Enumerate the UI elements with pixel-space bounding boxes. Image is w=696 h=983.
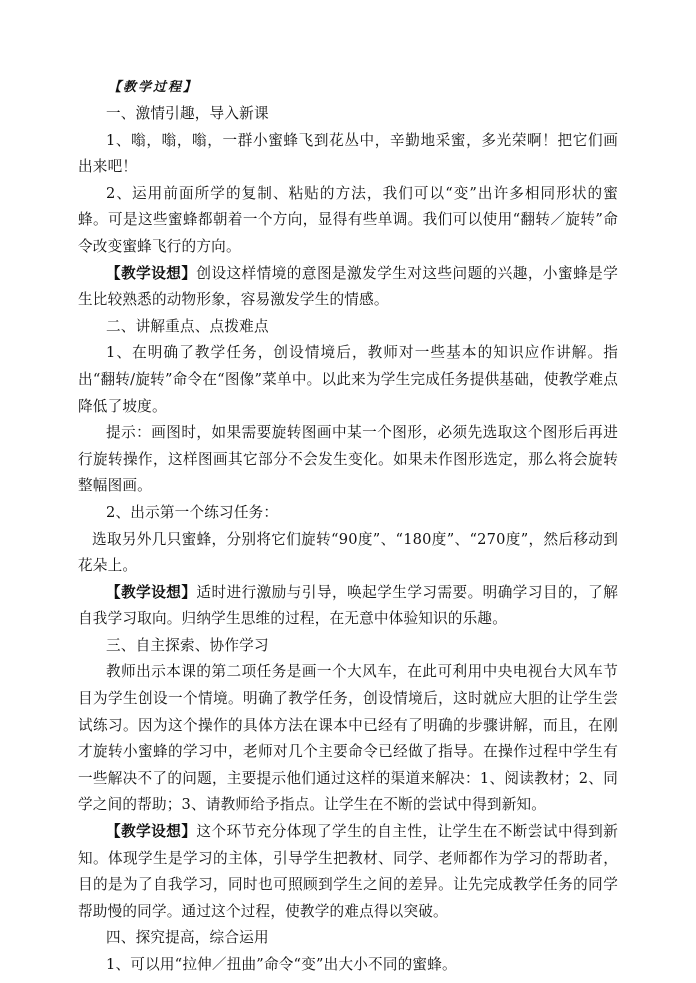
design-note-text: 这个环节充分体现了学生的自主性，让学生在不断尝试中得到新知。体现学生是学习的主体，引导学生把教材、同学、老师都作为学习的帮助者，目的是为了自我学习，同时也可照顾到学生之间的差异。让先完成教学任务的同学帮助慢的同学。通过这个过程，使教学的难点得以突破。 <box>78 823 618 920</box>
paragraph-1: 1、嗡，嗡，嗡，一群小蜜蜂飞到花丛中，辛勤地采蜜，多光荣啊！把它们画出来吧！ <box>78 131 618 176</box>
section-heading-2: 二、讲解重点、点拨难点 <box>106 317 269 335</box>
section-heading-1: 一、激情引趣，导入新课 <box>106 105 269 122</box>
design-note-3 <box>78 819 618 925</box>
document-body <box>78 75 618 979</box>
design-note-text: 适时进行激励与引导，唤起学生学习需要。明确学习目的，了解自我学习取向。归纳学生思维的过程，在无意中体验知识的乐趣。 <box>78 583 618 628</box>
paragraph-5: 选取另外几只蜜蜂，分别将它们旋转“90度”、“180度”、“270度”，然后移动到花朵上。 <box>78 530 618 575</box>
paragraph-tip: 提示：画图时，如果需要旋转图画中某一个图形，必须先选取这个图形后再进行旋转操作，这样图画其它部分不会发生变化。如果未作图形选定，那么将会旋转整幅图画。 <box>78 424 618 495</box>
teaching-process-heading: 【教学过程】 <box>108 80 199 95</box>
paragraph-4: 2、出示第一个练习任务： <box>106 503 279 521</box>
design-note-label: 【教学设想】 <box>106 583 197 601</box>
section-heading-3: 三、自主探索、协作学习 <box>106 636 269 654</box>
paragraph-3: 1、在明确了教学任务，创设情境后，教师对一些基本的知识应作讲解。指出“翻转/旋转”命令在“图像”菜单中。以此来为学生完成任务提供基础，使教学难点降低了坡度。 <box>78 344 618 415</box>
paragraph-7: 1、可以用“拉伸／扭曲”命令“变”出大小不同的蜜蜂。 <box>106 956 457 973</box>
paragraph-2: 2、运用前面所学的复制、粘贴的方法，我们可以“变”出许多相同形状的蜜蜂。可是这些蜜蜂都朝着一个方向，显得有些单调。我们可以使用“翻转／旋转”命令改变蜜蜂飞行的方向。 <box>78 184 618 255</box>
design-note-label: 【教学设想】 <box>106 264 197 282</box>
paragraph-6: 教师出示本课的第二项任务是画一个大风车，在此可利用中央电视台大风车节目为学生创设一个情境。明确了教学任务，创设情境后，这时就应大胆的让学生尝试练习。因为这个操作的具体方法在课本中已经有了明确的步骤讲解，而且，在刚才旋转小蜜蜂的学习中，老师对几个主要命令已经做了指导。在操作过程中学生有一些解决不了的问题，主要提示他们通过这样的渠道来解决：1、阅读教材；2、同学之间的帮助；3、请教师给予指点。让学生在不断的尝试中得到新知。 <box>78 663 618 814</box>
section-heading-4: 四、探究提高，综合运用 <box>106 929 269 947</box>
design-note-text: 创设这样情境的意图是激发学生对这些问题的兴趣，小蜜蜂是学生比较熟悉的动物形象，容易激发学生的情感。 <box>78 264 618 309</box>
design-note-1 <box>78 261 618 314</box>
design-note-2 <box>78 580 618 633</box>
design-note-label: 【教学设想】 <box>106 823 197 841</box>
